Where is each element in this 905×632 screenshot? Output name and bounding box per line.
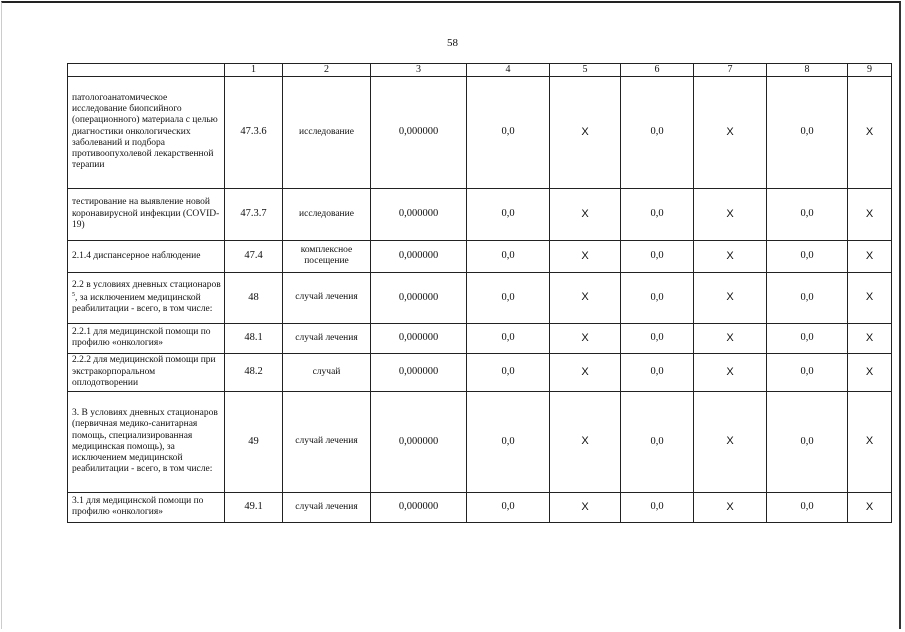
row-value: X [550, 492, 621, 522]
row-value: X [550, 240, 621, 272]
row-code: 47.4 [225, 240, 283, 272]
row-value: X [694, 272, 767, 323]
row-value: X [550, 188, 621, 240]
row-value: 0,0 [467, 391, 550, 492]
page-number: 58 [447, 37, 458, 49]
row-value: 0,0 [621, 391, 694, 492]
row-value: 0,0 [467, 188, 550, 240]
row-value: X [550, 272, 621, 323]
row-value: X [694, 391, 767, 492]
header-cell: 5 [550, 64, 621, 77]
row-description: 2.2.1 для медицинской помощи по профилю «онкология» [68, 323, 225, 353]
row-value: 0,0 [621, 323, 694, 353]
row-unit: случай лечения [283, 391, 371, 492]
row-value: X [550, 323, 621, 353]
row-value: 0,0 [467, 323, 550, 353]
row-value: X [694, 188, 767, 240]
table-row [68, 272, 892, 323]
footnote-marker: 5 [72, 291, 75, 298]
header-cell: 2 [283, 64, 371, 77]
row-description: 2.1.4 диспансерное наблюдение [68, 240, 225, 272]
row-value: 0,0 [767, 76, 848, 188]
row-unit: случай [283, 353, 371, 391]
header-cell: 6 [621, 64, 694, 77]
row-description-part: , за исключением медицинской реабилитации - всего, в том числе: [72, 292, 213, 314]
row-description-part: 2.2 в условиях дневных стационаров [72, 280, 221, 291]
row-value: 0,000000 [371, 272, 467, 323]
header-cell: 7 [694, 64, 767, 77]
table-row [68, 391, 892, 492]
row-value: 0,000000 [371, 492, 467, 522]
table-row [68, 323, 892, 353]
row-value: X [694, 353, 767, 391]
row-value: 0,0 [467, 272, 550, 323]
row-value: X [848, 76, 892, 188]
row-code: 48.2 [225, 353, 283, 391]
table-header-row [68, 64, 892, 77]
data-table [67, 63, 892, 523]
row-code: 48 [225, 272, 283, 323]
row-value: X [550, 76, 621, 188]
row-value: X [550, 391, 621, 492]
row-unit: случай лечения [283, 272, 371, 323]
row-description: 3. В условиях дневных стационаров (первичная медико-санитарная помощь, специализированная медицинская помощь), за исключением медицинской реабилитации - всего, в том числе: [68, 391, 225, 492]
header-cell: 4 [467, 64, 550, 77]
row-value: 0,0 [621, 188, 694, 240]
row-code: 49 [225, 391, 283, 492]
row-value: 0,0 [467, 492, 550, 522]
row-value: X [694, 492, 767, 522]
row-description: патологоанатомическое исследование биопсийного (операционного) материала с целью диагностики онкологических заболеваний и подбора противоопухолевой лекарственной терапии [68, 76, 225, 188]
header-cell [68, 64, 225, 77]
row-value: X [848, 240, 892, 272]
table-row [68, 240, 892, 272]
row-value: 0,000000 [371, 76, 467, 188]
row-unit: случай лечения [283, 323, 371, 353]
row-value: 0,000000 [371, 353, 467, 391]
row-value: 0,000000 [371, 240, 467, 272]
row-value: 0,000000 [371, 188, 467, 240]
table-row [68, 353, 892, 391]
row-value: 0,0 [621, 272, 694, 323]
row-unit: исследование [283, 76, 371, 188]
row-value: 0,0 [767, 391, 848, 492]
row-value: 0,000000 [371, 391, 467, 492]
row-value: X [848, 353, 892, 391]
row-value: 0,0 [767, 353, 848, 391]
row-value: X [694, 240, 767, 272]
header-cell: 8 [767, 64, 848, 77]
header-cell: 3 [371, 64, 467, 77]
header-cell: 1 [225, 64, 283, 77]
table-row [68, 76, 892, 188]
row-value: 0,0 [621, 492, 694, 522]
row-unit: комплексное посещение [283, 240, 371, 272]
row-description: тестирование на выявление новой коронавирусной инфекции (COVID-19) [68, 188, 225, 240]
row-description: 2.2.2 для медицинской помощи при экстракорпоральном оплодотворении [68, 353, 225, 391]
row-value: X [694, 323, 767, 353]
row-value: 0,0 [467, 240, 550, 272]
row-value: X [550, 353, 621, 391]
row-value: 0,0 [467, 76, 550, 188]
row-unit: случай лечения [283, 492, 371, 522]
row-description [68, 272, 225, 323]
row-value: 0,0 [621, 240, 694, 272]
row-value: X [848, 492, 892, 522]
row-value: 0,0 [467, 353, 550, 391]
row-code: 47.3.6 [225, 76, 283, 188]
row-code: 49.1 [225, 492, 283, 522]
row-value: X [694, 76, 767, 188]
row-value: 0,0 [767, 272, 848, 323]
row-value: 0,0 [767, 240, 848, 272]
row-value: 0,0 [621, 76, 694, 188]
row-description: 3.1 для медицинской помощи по профилю «онкология» [68, 492, 225, 522]
row-value: X [848, 323, 892, 353]
header-cell: 9 [848, 64, 892, 77]
row-value: 0,0 [767, 188, 848, 240]
row-value: 0,0 [621, 353, 694, 391]
row-value: X [848, 391, 892, 492]
table-row [68, 188, 892, 240]
row-value: 0,0 [767, 323, 848, 353]
row-code: 47.3.7 [225, 188, 283, 240]
row-code: 48.1 [225, 323, 283, 353]
row-value: 0,0 [767, 492, 848, 522]
table-row [68, 492, 892, 522]
row-value: X [848, 272, 892, 323]
row-unit: исследование [283, 188, 371, 240]
row-value: 0,000000 [371, 323, 467, 353]
row-value: X [848, 188, 892, 240]
